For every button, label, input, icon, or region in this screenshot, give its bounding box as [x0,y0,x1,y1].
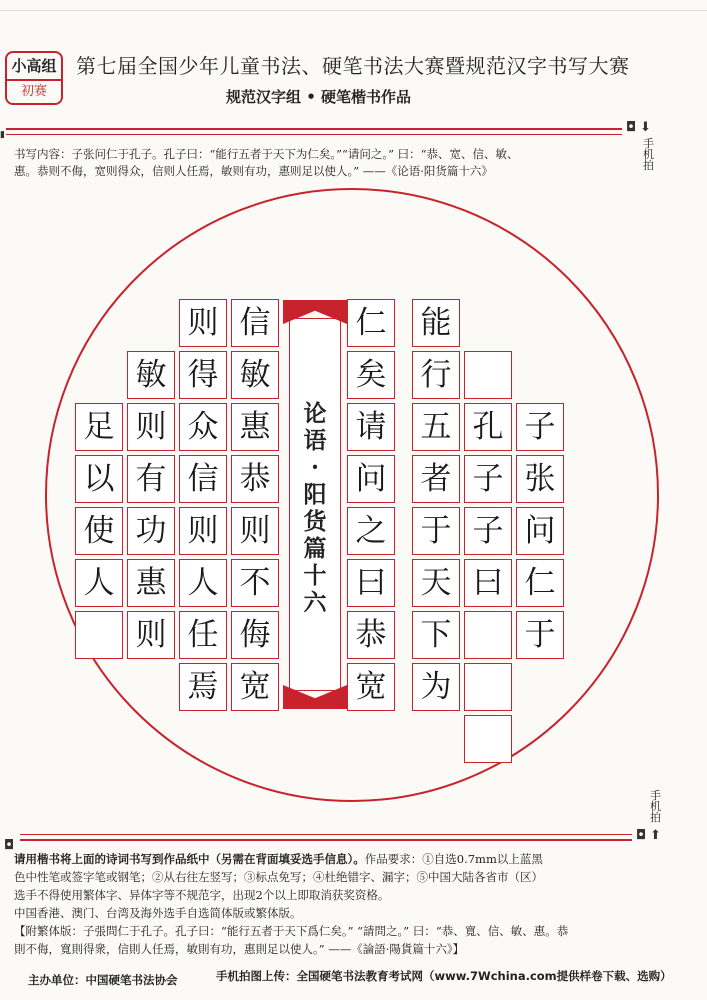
grid-cell [464,663,512,711]
group-label: 小高组 [7,53,61,81]
scroll-title-char: · [310,454,319,481]
grid-cell: 子 [464,455,512,503]
grid-cell: 矣 [347,351,395,399]
grid-cell: 则 [231,507,279,555]
grid-cell: 信 [179,455,227,503]
grid-cell: 恭 [231,455,279,503]
grid-cell: 五 [412,403,460,451]
grid-cell: 人 [179,559,227,607]
grid-cell: 于 [412,507,460,555]
arrow-up-icon: ⬆ [650,828,661,843]
group-badge [5,51,63,105]
requirements-text: 中国香港、澳门、台湾及海外选手自选简体版或繁体版。 [14,906,302,920]
requirements [14,850,646,958]
grid-cell: 得 [179,351,227,399]
grid-cell: 恭 [347,611,395,659]
grid-cell: 则 [127,403,175,451]
grid-cell: 行 [412,351,460,399]
round-label: 初赛 [20,84,47,99]
grid-cell: 焉 [179,663,227,711]
grid-cell [464,715,512,763]
scroll-banner [283,300,347,709]
requirements-text: 色中性笔或签字笔或钢笔；②从右往左竖写；③标点免写；④杜绝错字、漏字；⑤中国大陆各省市（区） [14,870,543,884]
grid-cell [75,611,123,659]
scroll-title-char: 论 [303,400,327,427]
grid-cell: 仁 [516,559,564,607]
grid-cell: 孔 [464,403,512,451]
grid-cell: 惠 [127,559,175,607]
requirements-text: 作品要求：①自选0.7mm以上蓝黑 [364,852,543,866]
grid-cell: 仁 [347,299,395,347]
grid-cell: 子 [464,507,512,555]
grid-cell: 众 [179,403,227,451]
page-title: 第七届全国少年儿童书法、硬笔书法大赛暨规范汉字书写大赛 [76,54,630,78]
bottom-rule-2 [20,839,632,841]
side-label-bottom: 手机拍 [650,789,661,824]
requirements-text: 选手不得使用繁体字、异体字等不规范字，出现2个以上即取消获奖资格。 [14,888,390,902]
writing-grid [81,299,580,709]
grid-cell: 则 [179,299,227,347]
grid-cell: 曰 [347,559,395,607]
grid-cell: 则 [127,611,175,659]
arrow-down-icon: ⬇ [640,120,651,135]
camera-icon: ◘ [626,120,637,135]
upload-info: 手机拍图上传：全国硬笔书法教育考试网（www.7Wchina.com提供样卷下载、选购） [216,969,672,983]
grid-cell: 为 [412,663,460,711]
scroll-title [283,400,347,616]
grid-cell: 不 [231,559,279,607]
grid-cell: 有 [127,455,175,503]
grid-cell: 侮 [231,611,279,659]
top-rule-1 [6,128,622,130]
writing-content [14,146,614,180]
scroll-title-char: 十 [303,562,327,589]
grid-cell: 信 [231,299,279,347]
grid-cell: 宽 [347,663,395,711]
organizer: 主办单位：中国硬笔书法协会 [28,973,178,987]
grid-cell: 惠 [231,403,279,451]
grid-cell: 人 [75,559,123,607]
grid-cell: 使 [75,507,123,555]
grid-cell: 宽 [231,663,279,711]
grid-cell [464,351,512,399]
requirements-lead: 请用楷书将上面的诗词书写到作品纸中（另需在背面填妥选手信息）。 [14,852,365,866]
camera-icon: ◘ [4,838,15,853]
grid-cell: 下 [412,611,460,659]
page-subtitle: 规范汉字组 • 硬笔楷书作品 [226,88,412,106]
scroll-title-char: 篇 [303,535,327,562]
top-rule-2 [6,134,622,135]
grid-cell: 张 [516,455,564,503]
requirements-text: 【附繁体版：子張問仁于孔子。孔子曰：“能行五者于天下爲仁矣。” “請問之。” 曰：“恭、寬、信、敏、惠。恭 [14,924,569,938]
grid-cell: 功 [127,507,175,555]
grid-cell: 曰 [464,559,512,607]
side-label-top: 手机拍 [643,137,654,172]
grid-cell [464,611,512,659]
left-marker-top: ▮ [0,130,5,140]
grid-cell: 子 [516,403,564,451]
grid-cell: 天 [412,559,460,607]
grid-cell: 之 [347,507,395,555]
grid-cell: 任 [179,611,227,659]
grid-cell: 以 [75,455,123,503]
content-line: 书写内容：子张问仁于孔子。孔子曰：“能行五者于天下为仁矣。”“请问之。” 曰：“恭、宽、信、敏、 [14,147,519,161]
grid-cell: 者 [412,455,460,503]
scroll-title-char: 货 [303,508,327,535]
content-line: 惠。恭则不侮，宽则得众，信则人任焉，敏则有功，惠则足以使人。” ——《论语·阳货篇十六》 [14,164,493,178]
scroll-title-char: 阳 [303,481,327,508]
grid-cell: 问 [516,507,564,555]
grid-cell: 敏 [127,351,175,399]
scroll-title-char: 六 [303,589,327,616]
grid-cell: 请 [347,403,395,451]
grid-cell: 能 [412,299,460,347]
grid-cell: 足 [75,403,123,451]
scroll-title-char: 语 [303,427,327,454]
top-edge [0,0,707,11]
grid-cell: 则 [179,507,227,555]
grid-cell: 于 [516,611,564,659]
grid-cell: 敏 [231,351,279,399]
camera-icon: ◘ [636,828,647,843]
bottom-rule-1 [20,834,632,835]
grid-cell: 问 [347,455,395,503]
requirements-text: 則不侮，寬則得衆，信則人任焉，敏則有功，惠則足以使人。” ——《論語·陽貨篇十六》】 [14,942,465,956]
